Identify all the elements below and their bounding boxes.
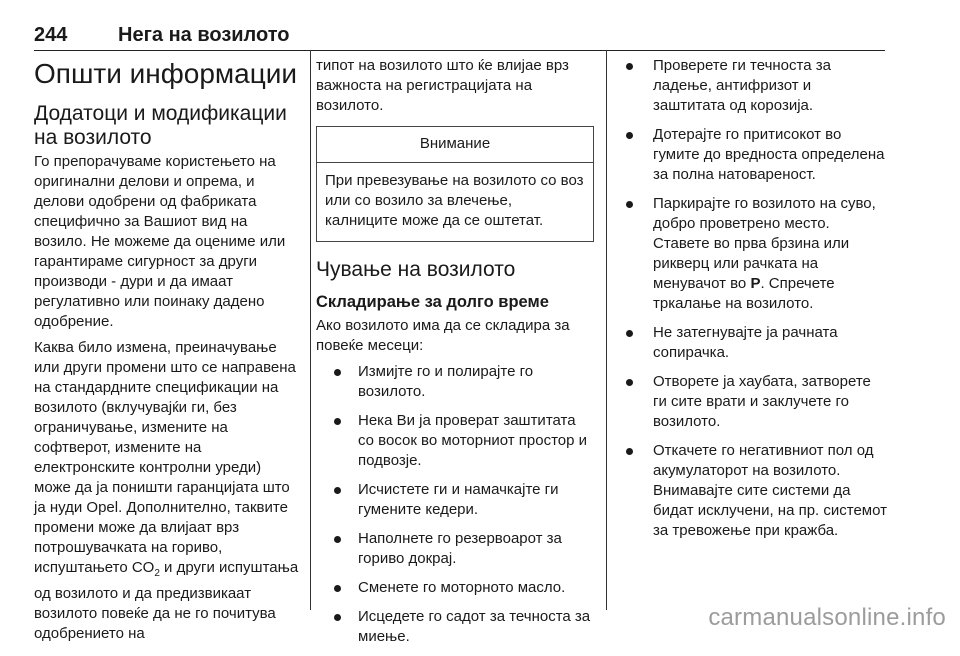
page-number: 244 — [34, 24, 68, 46]
bullet-icon — [334, 585, 341, 592]
column-divider-2 — [606, 50, 607, 610]
paragraph-original-parts: Го препорачуваме користењето на оригинални делови и опрема, и делови одобрени од фабриката специфично за Вашиот вид на возило. Не можеме да оцениме или гарантираме сигурност за други производи - дури и да имаат регулативно или поинаку дадено одобрение. — [34, 153, 286, 330]
list-item: Исчистете ги и намачкајте ги гумените кедери. — [316, 480, 594, 520]
gear-position-p: P — [750, 275, 761, 292]
list-item: Проверете ги течноста за ладење, антифризот и заштитата од корозија. — [622, 56, 887, 116]
list-item: Измијте го и полирајте го возилото. — [316, 362, 594, 402]
list-item: Паркирајте го возилото на суво, добро проветрено место. Ставете во прва брзина или рикверц или рачката на менувачот во P. Спречете тркалање на возилото. — [622, 194, 887, 314]
caution-box — [316, 126, 594, 242]
column-divider-1 — [310, 50, 311, 610]
list-item: Исцедете го садот за течноста за миење. — [316, 607, 594, 647]
bullet-icon — [626, 379, 633, 386]
list-item: Наполнете го резервоарот за гориво докрај. — [316, 529, 594, 569]
section-title-general-info: Општи информации — [34, 58, 298, 89]
caution-text: При превезување на возилото со воз или со возило за влечење, калниците може да се оштетат. — [325, 172, 584, 229]
list-item: Откачете го негативниот пол од акумулаторот на возилото. Внимавајте сите системи да бидат исклучени, на пр. системот за тревожење при кражба. — [622, 441, 887, 541]
bullet-icon — [626, 201, 633, 208]
bullet-icon — [626, 63, 633, 70]
page-header — [34, 22, 885, 51]
column-3 — [622, 56, 887, 550]
paragraph-modifications — [34, 338, 302, 644]
storage-list-continued — [622, 56, 887, 541]
paragraph-modifications-part1: Каква било измена, преиначување или други промени што се направена на стандардните спецификации на возилото (вклучувајќи ги, без ограничување, измените на софтверот, измените на електронските контролни уреди) може да ја поништи гаранцијата што ја нуди Opel. Дополнително, таквите промени може да влијаат врз потрошувачката на гориво, испуштањето CO — [34, 339, 296, 576]
column-1 — [34, 56, 302, 650]
storage-intro: Ако возилото има да се складира за повеќе месеци: — [316, 317, 570, 354]
list-item: Отворете ја хаубата, затворете ги сите врати и заклучете го возилото. — [622, 372, 887, 432]
paragraph-modifications-part2: и други испуштања од возилото и да предизвикаат возилото повеќе да не го почитува одобрението на — [34, 559, 299, 642]
bullet-icon — [334, 487, 341, 494]
section-title-storage: Чување на возилото — [316, 258, 516, 281]
storage-list — [316, 362, 594, 647]
bullet-icon — [334, 369, 341, 376]
bullet-icon — [626, 330, 633, 337]
bullet-icon — [334, 614, 341, 621]
bullet-icon — [334, 418, 341, 425]
list-item: Не затегнувајте ја рачната сопирачка. — [622, 323, 887, 363]
list-item: Нека Ви ја проверат заштитата со восок во моторниот простор и подвозје. — [316, 411, 594, 471]
watermark: carmanualsonline.info — [708, 604, 946, 631]
column-2 — [316, 56, 594, 656]
subsection-title-accessories: Додатоци и модификации на возилото — [34, 102, 287, 149]
co2-subscript: 2 — [154, 568, 160, 579]
bullet-icon — [626, 448, 633, 455]
caution-title: Внимание — [317, 127, 593, 163]
chapter-title: Нега на возилото — [118, 24, 290, 46]
bullet-icon — [626, 132, 633, 139]
list-item: Сменете го моторното масло. — [316, 578, 594, 598]
bullet-icon — [334, 536, 341, 543]
subsection-title-long-storage: Складирање за долго време — [316, 293, 549, 311]
list-item: Дотерајте го притисокот во гумите до вредноста определена за полна натовареност. — [622, 125, 887, 185]
paragraph-continuation: типот на возилото што ќе влијае врз важноста на регистрацијата на возилото. — [316, 57, 569, 114]
